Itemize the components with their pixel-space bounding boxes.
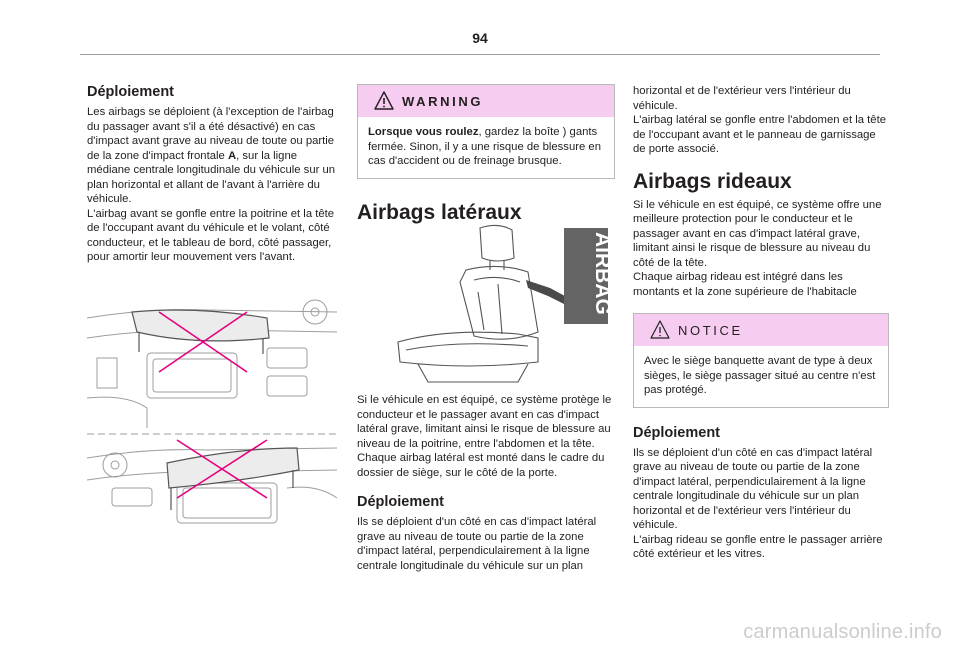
- top-rule: [80, 54, 880, 55]
- deploiement-heading: Déploiement: [87, 84, 175, 100]
- watermark-text: carmanualsonline.info: [743, 621, 942, 643]
- deploiement-rideaux-heading: Déploiement: [633, 424, 721, 441]
- right-column: [633, 84, 889, 562]
- deploiement-lateraux-text: Ils se déploient d'un côté en cas d'impact latéral grave au niveau de toute ou partie de la zone d'impact latéral, perpendiculairement à la ligne centrale longitudinale du véhicule sur un plan: [357, 516, 597, 572]
- page-number: 94: [472, 30, 488, 46]
- warning-box: [357, 84, 615, 179]
- airbag-label: AIRBAG: [591, 232, 614, 315]
- deploiement-lateraux-heading: Déploiement: [357, 494, 445, 510]
- lateraux-continued-text: horizontal et de l'extérieur vers l'intérieur du véhicule. L'airbag latéral se gonfle entre l'abdomen et la tête de l'occupant avant et le panneau de garnissage de porte associé.: [633, 85, 887, 155]
- notice-icon: [650, 320, 670, 339]
- warning-header: [358, 85, 614, 117]
- middle-column: [357, 84, 615, 225]
- left-column: [87, 84, 339, 265]
- deploiement-rideaux-text: Ils se déploient d'un côté en cas d'impact latéral grave au niveau de toute ou partie de la zone d'impact latéral, perpendiculairement à la ligne centrale longitudinale du véhicule sur un plan horizontal et de l'extérieur vers l'intérieur du véhicule. L'airbag rideau se gonfle entre le passager arrière côté extérieur et les vitres.: [633, 446, 883, 560]
- airbags-rideaux-heading: Airbags rideaux: [633, 169, 792, 193]
- notice-box: [633, 313, 889, 408]
- notice-title: NOTICE: [678, 323, 743, 338]
- warning-icon: [374, 91, 394, 110]
- deploiement-text: Les airbags se déploient (à l'exception de l'airbag du passager avant s'il a été désactivé) en cas d'impact avant grave au niveau de toute ou partie de la zone d'impact frontale A, sur la ligne médiane centrale longitudinale du véhicule sur un plan horizontal et allant de l'avant à l'arrière du véhicule. L'airbag avant se gonfle entre la poitrine et la tête de l'occupant avant du véhicule et le volant, côté conducteur, et le tableau de bord, côté passager, pour amortir leur mouvement vers l'avant.: [87, 106, 336, 263]
- airbags-rideaux-text: Si le véhicule en est équipé, ce système offre une meilleure protection pour le conducteur et le passager avant en cas d'impact latéral grave, limitant ainsi le risque de blessure au niveau du côté de la tête. Chaque airbag rideau est intégré dans les montants et la zone supérieure de l'habitacle: [633, 198, 882, 298]
- middle-column-lower: [357, 393, 615, 573]
- airbags-lateraux-heading: Airbags latéraux: [357, 200, 522, 224]
- notice-header: [634, 314, 888, 346]
- dashboard-airbag-illustration: [87, 298, 339, 530]
- warning-text: Lorsque vous roulez, gardez la boîte ) gants fermée. Sinon, il y a une risque de blessure en cas d'accident ou de freinage brusque.: [368, 126, 601, 167]
- airbags-lateraux-text: Si le véhicule en est équipé, ce système protège le conducteur et le passager avant en cas d'impact latéral grave, limitant ainsi le risque de blessure au niveau de la poitrine, entre l'abdomen et la tête. Chaque airbag latéral est monté dans le cadre du dossier de siège, sur le côté de la porte.: [357, 394, 612, 479]
- warning-title: WARNING: [402, 94, 484, 109]
- notice-text: Avec le siège banquette avant de type à deux sièges, le siège passager situé au centre n'est pas protégé.: [644, 355, 876, 396]
- side-airbag-seat-illustration: [388, 222, 614, 386]
